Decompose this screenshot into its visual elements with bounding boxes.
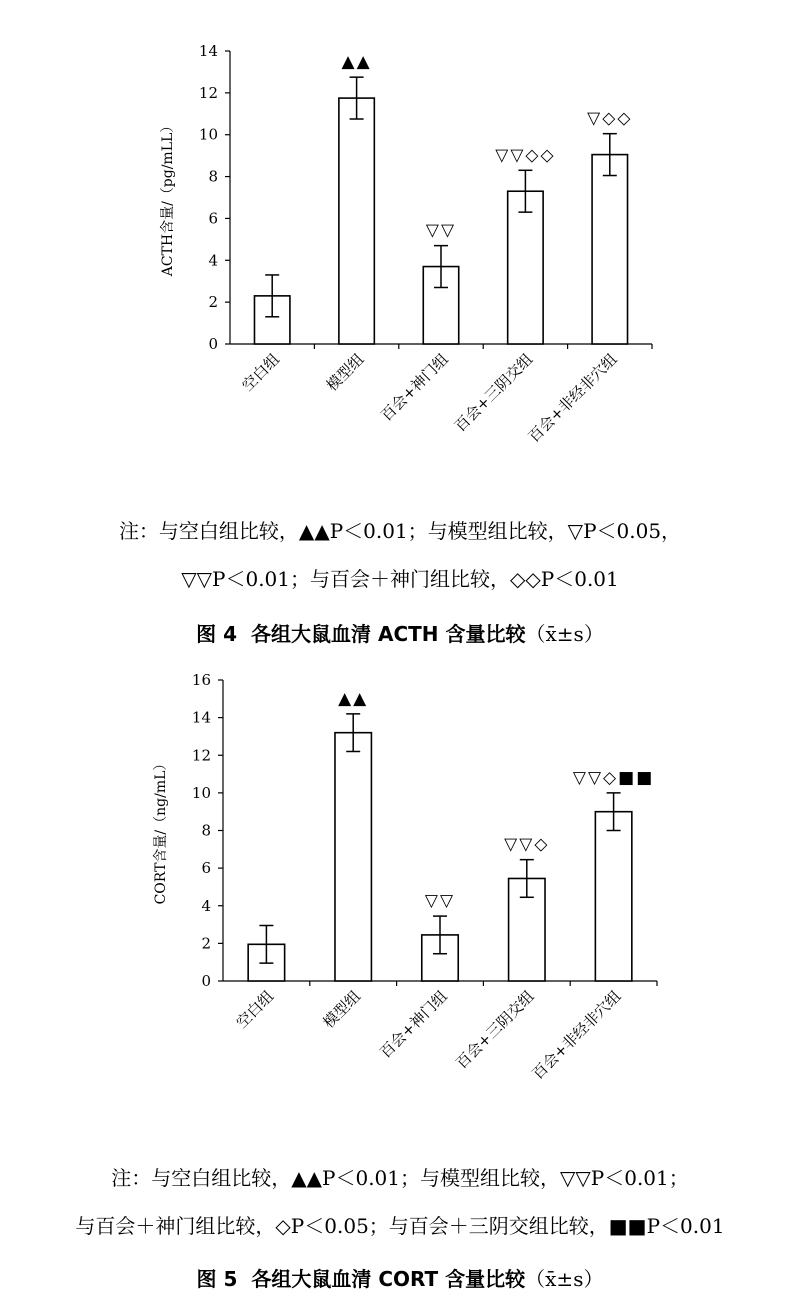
y-tick-label: 0: [208, 335, 218, 353]
figure4-caption-stat: （x̄±s）: [525, 622, 604, 646]
figure5-caption: [0, 1265, 800, 1293]
y-tick-label: 16: [191, 671, 211, 689]
y-axis-label: ACTH含量/（pg/mLL）: [160, 118, 176, 277]
y-axis-label: CORT含量/（ng/mL）: [153, 756, 169, 905]
significance-annotation: ▽◇◇: [587, 108, 633, 129]
y-tick-label: 8: [201, 821, 211, 840]
bar: [508, 191, 543, 344]
x-category-label: 百会+非经非穴组: [528, 987, 625, 1083]
y-tick-label: 10: [198, 125, 218, 144]
significance-annotation: ▽▽: [424, 891, 456, 912]
y-tick-label: 4: [201, 896, 211, 915]
x-category-label: 模型组: [319, 987, 365, 1032]
acth-chart-svg: [0, 0, 800, 480]
x-category-label: 模型组: [322, 350, 368, 395]
y-tick-label: 2: [208, 293, 218, 312]
bar: [592, 155, 627, 344]
acth-bar-chart: [0, 0, 800, 480]
bar: [339, 98, 374, 344]
y-tick-label: 14: [191, 708, 211, 727]
figure4-caption: [0, 620, 800, 648]
y-tick-label: 6: [208, 209, 218, 228]
significance-annotation: ▲▲: [341, 52, 372, 73]
cort-chart-svg: [0, 655, 800, 1125]
y-tick-label: 8: [208, 167, 218, 186]
y-tick-label: 12: [198, 83, 218, 102]
y-tick-label: 12: [191, 746, 211, 765]
figure4-caption-text: 各组大鼠血清 ACTH 含量比较: [251, 622, 526, 646]
figure4-caption-number: 图 4: [196, 622, 238, 646]
figure5-note-line1: 注：与空白组比较，▲▲P＜0.01；与模型组比较，▽▽P＜0.01；: [111, 1166, 689, 1190]
bar: [335, 733, 371, 981]
figure4-note-line1: 注：与空白组比较，▲▲P＜0.01；与模型组比较，▽P＜0.05，: [118, 519, 682, 543]
figure5-note-line2: 与百会＋神门组比较，◇P＜0.05；与百会＋三阴交组比较，■■P＜0.01: [75, 1214, 725, 1238]
significance-annotation: ▽▽◇: [504, 834, 550, 855]
x-category-label: 百会+神门组: [377, 350, 452, 425]
x-category-label: 空白组: [232, 987, 278, 1032]
y-tick-label: 6: [201, 859, 211, 878]
figure5-caption-number: 图 5: [196, 1267, 238, 1291]
significance-annotation: ▲▲: [338, 688, 369, 709]
bar: [595, 812, 631, 981]
x-category-label: 百会+三阴交组: [450, 350, 537, 436]
figure5-caption-text: 各组大鼠血清 CORT 含量比较: [251, 1267, 526, 1291]
y-tick-label: 0: [201, 972, 211, 990]
figure5-caption-stat: （x̄±s）: [525, 1267, 604, 1291]
significance-annotation: ▽▽: [425, 220, 457, 241]
y-tick-label: 4: [208, 251, 218, 270]
significance-annotation: ▽▽◇■■: [572, 767, 655, 788]
significance-annotation: ▽▽◇◇: [495, 145, 556, 166]
y-tick-label: 14: [198, 42, 218, 60]
y-tick-label: 10: [191, 783, 211, 802]
x-category-label: 百会+非经非穴组: [524, 350, 621, 446]
figure4-note-line2: ▽▽P＜0.01；与百会＋神门组比较，◇◇P＜0.01: [181, 567, 619, 591]
cort-bar-chart: [0, 655, 800, 1125]
x-category-label: 空白组: [238, 350, 284, 395]
x-category-label: 百会+三阴交组: [452, 987, 538, 1073]
y-tick-label: 2: [201, 934, 211, 953]
x-category-label: 百会+神门组: [376, 987, 451, 1062]
